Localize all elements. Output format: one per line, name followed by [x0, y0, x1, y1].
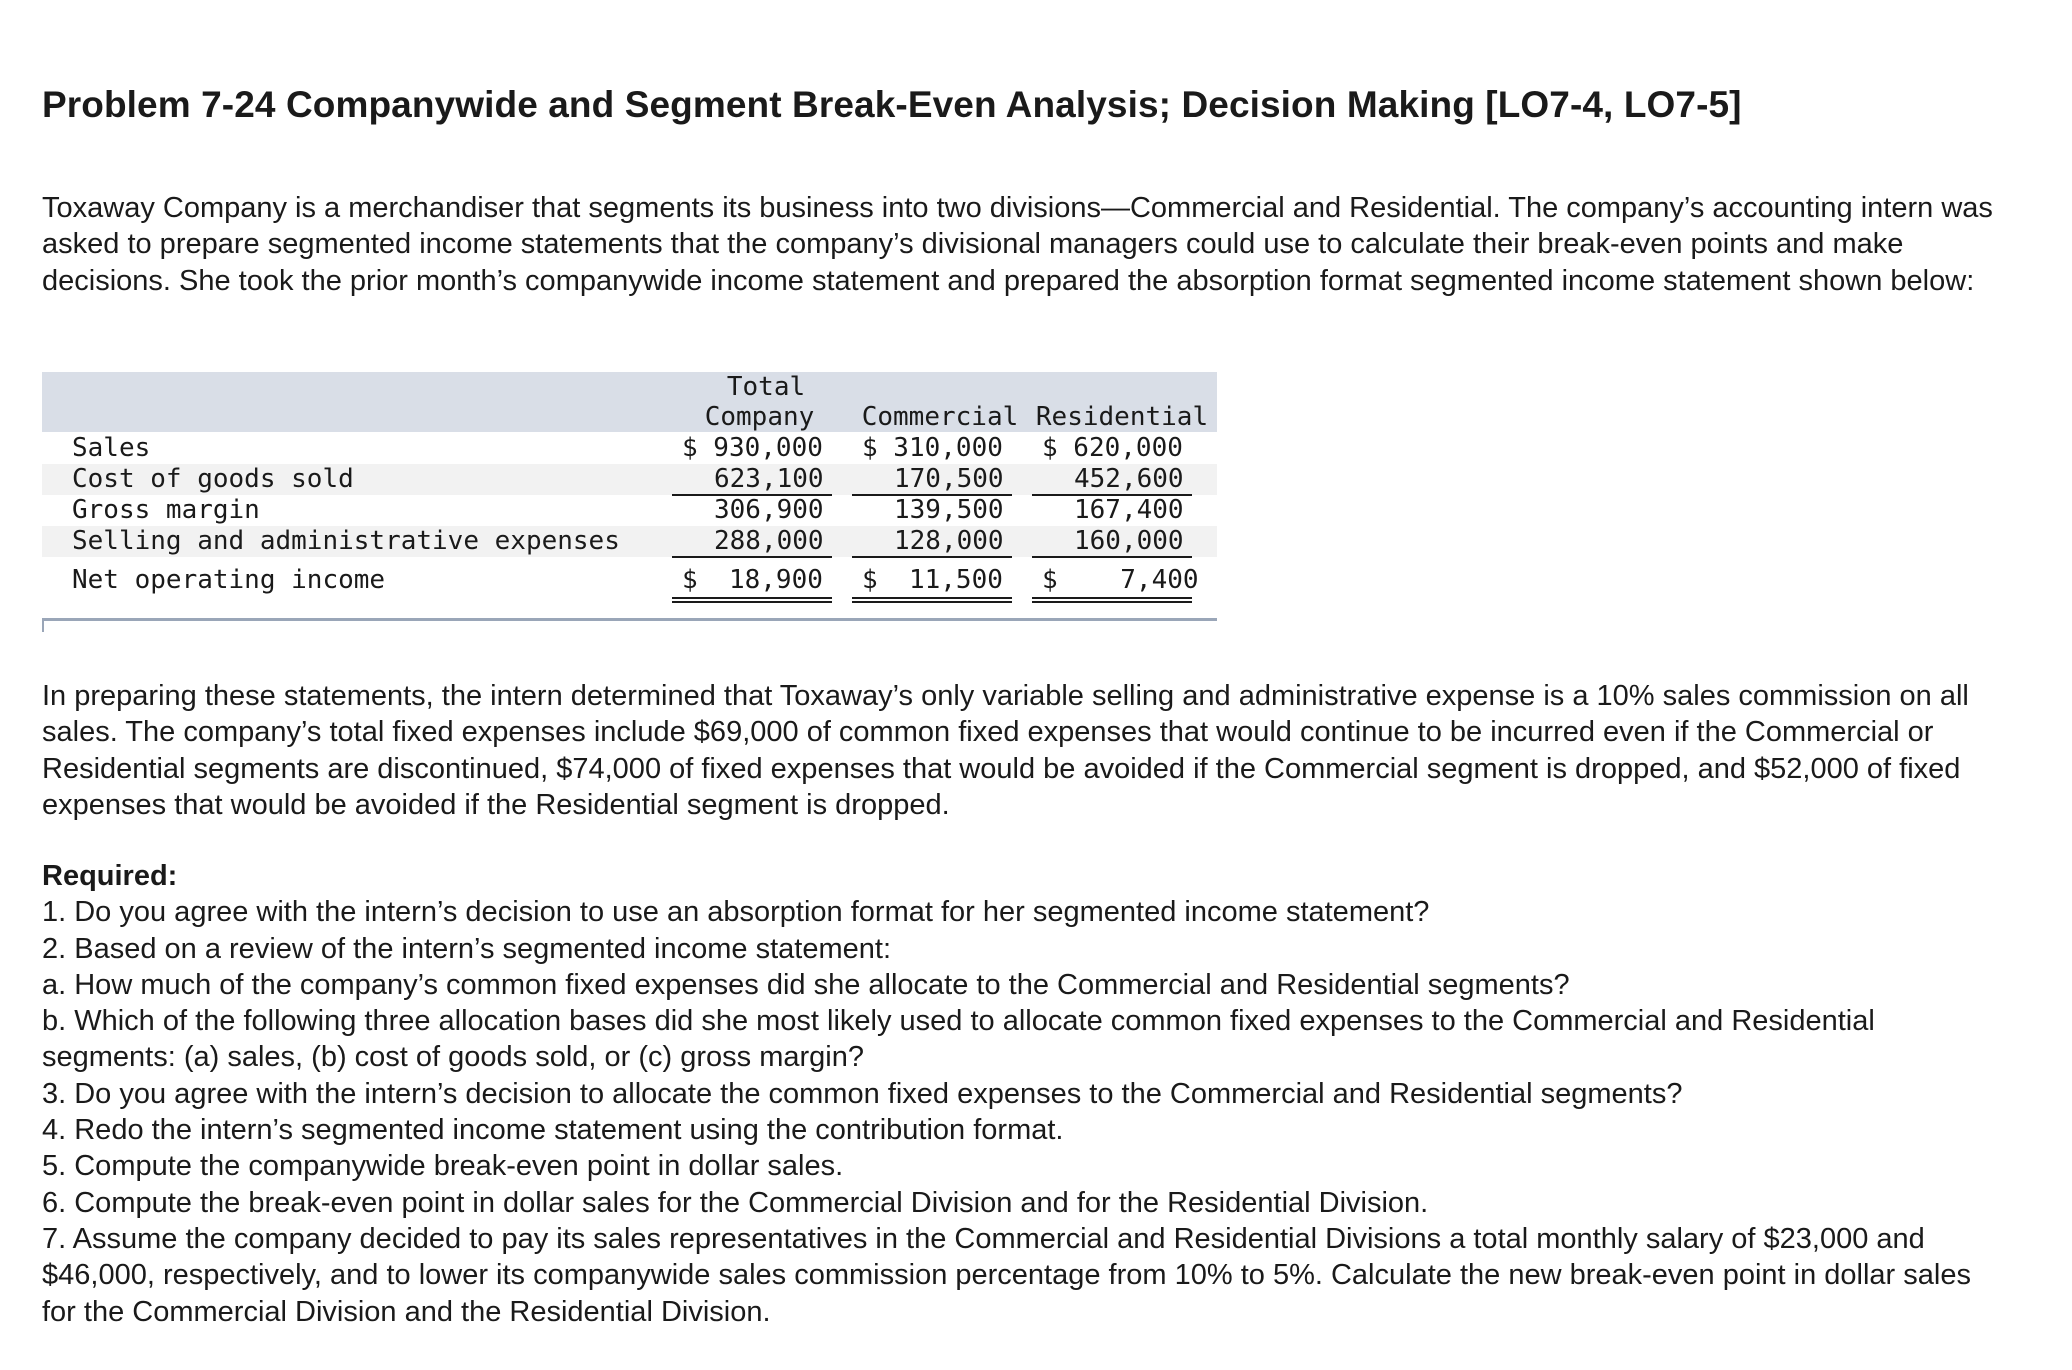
row-label-cogs: Cost of goods sold — [72, 464, 354, 494]
double-underline-commercial — [852, 597, 1012, 603]
problem-title: Problem 7-24 Companywide and Segment Break-Even Analysis; Decision Making [LO7-4, LO7-5] — [42, 84, 1742, 125]
table-row — [42, 565, 1217, 596]
header-total-line1: Total — [726, 372, 806, 402]
underline-sa-total — [672, 556, 832, 558]
required-item-4: 4. Redo the intern’s segmented income statement using the contribution format. — [42, 1114, 1064, 1147]
cell-residential-sales: $ 620,000 — [1042, 433, 1183, 463]
row-label-selling-admin: Selling and administrative expenses — [72, 526, 620, 556]
required-item-2: 2. Based on a review of the intern’s segmented income statement: — [42, 932, 892, 965]
row-label-net-operating-income: Net operating income — [72, 565, 386, 595]
cell-commercial-net-operating-income: $ 11,500 — [862, 565, 1003, 595]
header-commercial: Commercial — [861, 402, 1019, 432]
required-item-2a: a. How much of the company’s common fixed expenses did she allocate to the Commercial and Residential segments? — [42, 968, 1570, 1001]
row-label-sales: Sales — [72, 433, 151, 463]
cell-total-sales: $ 930,000 — [682, 433, 823, 463]
cell-residential-gross-margin: 167,400 — [1074, 495, 1184, 525]
cell-total-cogs: 623,100 — [714, 464, 824, 494]
table-row — [42, 495, 1217, 526]
required-item-3: 3. Do you agree with the intern’s decision to allocate the common fixed expenses to the Commercial and Residential segments? — [42, 1077, 1683, 1110]
row-label-gross-margin: Gross margin — [72, 495, 260, 525]
underline-sa-residential — [1032, 556, 1192, 558]
required-item-7: 7. Assume the company decided to pay its sales representatives in the Commercial and Residential Divisions a total monthly salary of $23,000 and $46,000, respectively, and to lower its companywide sales commission percentage from 10% to 5%. Calculate the new break-even point in dollar sales for the Commercial Division and the Residential Division. — [42, 1222, 1971, 1328]
required-section — [42, 858, 2002, 1330]
double-underline-residential — [1032, 597, 1192, 603]
table-bottom-tick — [42, 618, 44, 632]
required-item-5: 5. Compute the companywide break-even point in dollar sales. — [42, 1150, 844, 1183]
table-bottom-border — [42, 618, 1217, 621]
intro-paragraph: Toxaway Company is a merchandiser that segments its business into two divisions—Commercial and Residential. The company’s accounting intern was asked to prepare segmented income statements that the company’s divisional managers could use to calculate their break-even points and make decisions. She took the prior month’s companywide income statement and prepared the absorption format segmented income statement shown below: — [42, 192, 1993, 297]
header-total-line2: Company — [704, 402, 815, 432]
cell-residential-selling-admin: 160,000 — [1074, 526, 1184, 556]
table-row — [42, 526, 1217, 557]
required-item-6: 6. Compute the break-even point in dollar sales for the Commercial Division and for the Residential Division. — [42, 1186, 1429, 1219]
cell-total-net-operating-income: $ 18,900 — [682, 565, 823, 595]
cell-commercial-cogs: 170,500 — [894, 464, 1004, 494]
cell-commercial-sales: $ 310,000 — [862, 433, 1003, 463]
required-item-2b: b. Which of the following three allocation bases did she most likely used to allocate common fixed expenses to the Commercial and Residential segments: (a) sales, (b) cost of goods sold, or (c) gross margin? — [42, 1005, 1875, 1074]
cell-total-gross-margin: 306,900 — [714, 495, 824, 525]
cell-residential-net-operating-income: $ 7,400 — [1042, 565, 1199, 595]
cost-details-paragraph: In preparing these statements, the intern determined that Toxaway’s only variable selling and administrative expense is a 10% sales commission on all sales. The company’s total fixed expenses include $69,000 of common fixed expenses that would continue to be incurred even if the Commercial or Residential segments are discontinued, $74,000 of fixed expenses that would be avoided if the Commercial segment is dropped, and $52,000 of fixed expenses that would be avoided if the Residential segment is dropped. — [42, 680, 1969, 821]
header-residential: Residential — [1035, 402, 1209, 432]
table-row — [42, 433, 1217, 464]
cell-commercial-selling-admin: 128,000 — [894, 526, 1004, 556]
underline-sa-commercial — [852, 556, 1012, 558]
double-underline-total — [672, 597, 832, 603]
required-item-1: 1. Do you agree with the intern’s decision to use an absorption format for her segmented income statement? — [42, 896, 1430, 929]
table-row — [42, 464, 1217, 495]
required-heading: Required: — [42, 860, 178, 892]
segmented-income-statement-table — [42, 372, 1217, 630]
cell-total-selling-admin: 288,000 — [714, 526, 824, 556]
cell-commercial-gross-margin: 139,500 — [894, 495, 1004, 525]
cell-residential-cogs: 452,600 — [1074, 464, 1184, 494]
